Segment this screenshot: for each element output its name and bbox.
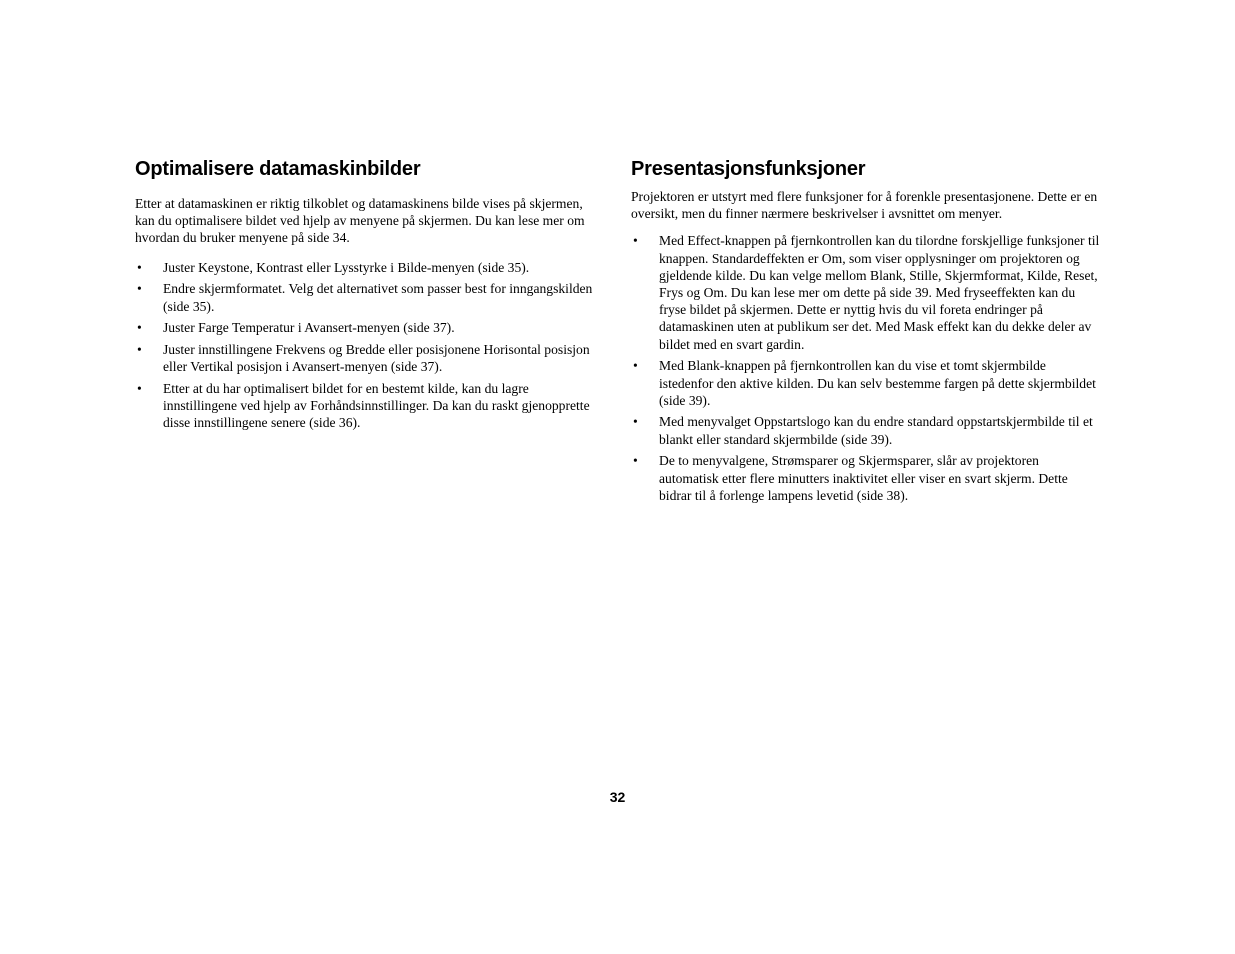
list-item	[135, 380, 605, 432]
list-item-text: Juster innstillingene Frekvens og Bredde eller posisjonene Horisontal posisjon eller Vertikal posisjon i Avansert-menyen (side 37).	[163, 341, 590, 375]
list-item-text: Med Blank-knappen på fjernkontrollen kan du vise et tomt skjermbilde istedenfor den aktive kilden. Du kan selv bestemme fargen på dette skjermbildet (side 39).	[659, 358, 1096, 408]
list-item-text: Juster Keystone, Kontrast eller Lysstyrke i Bilde-menyen (side 35).	[163, 259, 530, 275]
list-item-text: Juster Farge Temperatur i Avansert-menyen (side 37).	[163, 320, 455, 336]
bullet-list-optimize	[135, 259, 605, 432]
list-item-text: Endre skjermformatet. Velg det alternativet som passer best for inngangskilden (side 35).	[163, 281, 593, 314]
right-column	[631, 155, 1101, 508]
section-title-optimize: Optimalisere datamaskinbilder	[135, 158, 421, 180]
bullet-marker: •	[137, 380, 142, 396]
section-intro-presentation: Projektoren er utstyrt med flere funksjoner for å forenkle presentasjonene. Dette er en oversikt, men du finner nærmere beskrivelser i avsnittet om menyer.	[631, 189, 1098, 222]
list-item-text: Med Effect-knappen på fjernkontrollen kan du tilordne forskjellige funksjoner til knappen. Standardeffekten er Om, som viser opplysninger om projektoren og gjeldende kilde. Du kan velge mellom Blank, Stille, Skjermformat, Kilde, Reset, Frys og Om. Du kan lese mer om dette på side 39. Med fryseeffekten kan du fryse bildet på skjermen. Dette er nyttig hvis du vil foreta endringer på datamaskinen uten at publikum ser det. Med Mask effekt kan du dekke deler av bildet med en svart gardin.	[659, 233, 1100, 352]
bullet-marker: •	[633, 233, 638, 249]
section-intro-optimize: Etter at datamaskinen er riktig tilkoblet og datamaskinens bilde vises på skjermen, kan du optimalisere bildet ved hjelp av menyene på skjermen. Du kan lese mer om hvordan du bruker menyene på side 34.	[135, 196, 585, 246]
list-item-text: Etter at du har optimalisert bildet for en bestemt kilde, kan du lagre innstillingene ved hjelp av Forhåndsinnstillinger. Da kan du raskt gjenopprette disse innstillingene senere (side 36).	[163, 380, 590, 431]
list-item	[631, 232, 1101, 352]
list-item	[631, 452, 1101, 504]
list-item-text: Med menyvalget Oppstartslogo kan du endre standard oppstartskjermbilde til et blankt eller standard skjermbilde (side 39).	[659, 414, 1093, 447]
list-item	[135, 259, 605, 276]
bullet-marker: •	[633, 414, 638, 430]
page-number: 32	[609, 789, 626, 805]
bullet-marker: •	[633, 453, 638, 469]
bullet-list-presentation	[631, 232, 1101, 504]
list-item-text: De to menyvalgene, Strømsparer og Skjermsparer, slår av projektoren automatisk etter flere minutters inaktivitet eller viser en svart skjerm. Dette bidrar til å forlenge lampens levetid (side 38).	[659, 453, 1068, 503]
bullet-marker: •	[137, 341, 142, 357]
bullet-marker: •	[633, 358, 638, 374]
list-item	[631, 357, 1101, 409]
list-item	[135, 341, 605, 375]
list-item	[135, 280, 605, 314]
list-item	[631, 413, 1101, 447]
list-item	[135, 319, 605, 336]
bullet-marker: •	[137, 320, 142, 336]
section-title-presentation: Presentasjonsfunksjoner	[631, 158, 866, 180]
left-column	[135, 155, 605, 436]
bullet-marker: •	[137, 259, 142, 275]
bullet-marker: •	[137, 281, 142, 297]
